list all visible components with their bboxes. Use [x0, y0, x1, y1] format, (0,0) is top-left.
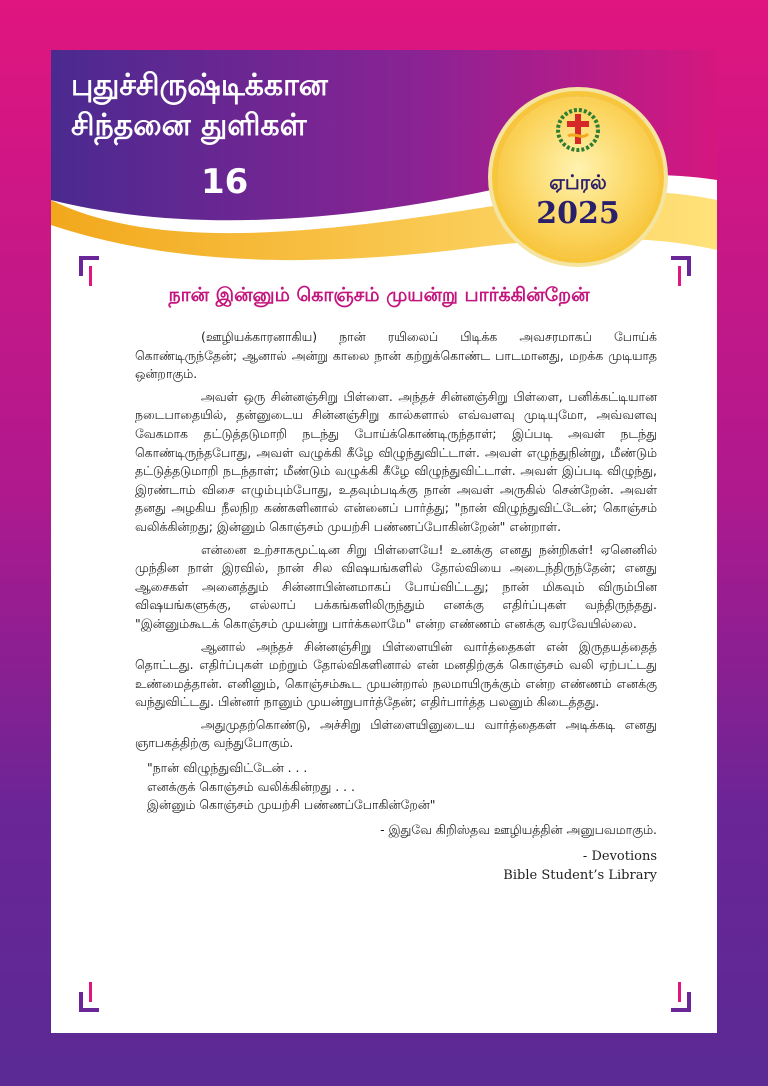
- badge-month: ஏப்ரல்: [549, 170, 607, 194]
- paragraph: ஆனால் அந்தச் சின்னஞ்சிறு பிள்ளையின் வார்த்தைகள் என் இருதயத்தைத் தொட்டது. எதிர்ப்புகள் மற்றும் தோல்விகளினால் என் மனதிற்குக் கொஞ்சம் வலி ஏற்பட்டது உண்மைத்தான். எனினும், கொஞ்சம்கூட முயன்றால் நலமாயிருக்கும் என்ற எண்ணம் எனக்கு வந்துவிட்டது. பின்னர் நானும் முயன்றுபார்த்தேன்; எதிர்பார்த்த பலனும் கிடைத்தது.: [135, 638, 657, 710]
- series-title-line2: சிந்தனை துளிகள்: [71, 108, 307, 143]
- paragraph: என்னை உற்சாகமூட்டின சிறு பிள்ளையே! உனக்கு எனது நன்றிகள்! ஏனெனில் முந்தின நாள் இரவில், நான் சில விஷயங்களில் தோல்வியை அடைந்திருந்தேன்; எனது ஆசைகள் அனைத்தும் சின்னாபின்னமாகப் போய்விட்டது; நான் மிகவும் விரும்பின விஷயங்களுக்கு, எல்லாப் பக்கங்களிலிருந்தும் எனக்கு எதிர்ப்புகள் வந்திருந்தது. "இன்னும்கூடக் கொஞ்சம் முயன்று பார்க்கலாமே" என்ற எண்ணம் எனக்கு வரவேயில்லை.: [135, 541, 657, 631]
- quote-line: இன்னும் கொஞ்சம் முயற்சி பண்ணப்போகின்றேன்": [147, 797, 436, 813]
- article-body: [135, 328, 657, 885]
- signoff: - இதுவே கிறிஸ்தவ ஊழியத்தின் அனுபவமாகும்.: [380, 821, 657, 837]
- paragraph: (ஊழியக்காரனாகிய) நான் ரயிலைப் பிடிக்க அவசரமாகப் போய்க் கொண்டிருந்தேன்; ஆனால் அன்று காலை நான் கற்றுக்கொண்ட பாடமானது, மறக்க முடியாத ஒன்றாகும்.: [135, 329, 657, 382]
- frame-accent-bar: [89, 266, 92, 286]
- quote-block: [147, 759, 657, 815]
- article-frame: [79, 256, 691, 1012]
- article-title: நான் இன்னும் கொஞ்சம் முயன்று பார்க்கின்றேன்: [168, 284, 590, 306]
- quote-line: "நான் விழுந்துவிட்டேன் . . .: [147, 760, 308, 776]
- cross-wreath-emblem-icon: [554, 106, 602, 154]
- source-credit: [135, 847, 657, 885]
- frame-accent-bar: [89, 982, 92, 1002]
- frame-accent-bar: [678, 266, 681, 286]
- frame-corner: [671, 256, 691, 276]
- paragraph: அவள் ஒரு சின்னஞ்சிறு பிள்ளை. அந்தச் சின்னஞ்சிறு பிள்ளை, பனிக்கட்டியான நடைபாதையில், தன்னுடைய சின்னஞ்சிறு கால்களால் எவ்வளவு முடியுமோ, அவ்வளவு வேகமாக தட்டுத்தடுமாறி நடந்து போய்க்கொண்டிருந்தாள்; இப்படி அவள் நடந்து கொண்டிருந்தபோது, அவள் வழுக்கி கீழே விழுந்துவிட்டாள். அவள் எழுந்துநின்று, மீண்டும் தட்டுத்தடுமாறி நடந்தாள்; மீண்டும் வழுக்கி கீழே விழுந்துவிட்டாள். அவள் இப்படி விழுந்து, இரண்டாம் விசை எழும்பும்போது, உதவும்படிக்கு நான் அவள் அருகில் சென்றேன். அவள் தனது அழகிய நீலநிற கண்களினால் என்னைப் பார்த்து; "நான் விழுந்துவிட்டேன்; கொஞ்சம் வலிக்கின்றது; இன்னும் கொஞ்சம் முயற்சி பண்ணப்போகின்றேன்" என்றாள்.: [135, 388, 657, 534]
- issue-number: 16: [201, 162, 249, 202]
- devotional-page: [51, 50, 717, 1033]
- series-title: [71, 66, 401, 146]
- credit-line: Bible Student’s Library: [503, 868, 657, 884]
- paragraph: அதுமுதற்கொண்டு, அச்சிறு பிள்ளையினுடைய வார்த்தைகள் அடிக்கடி எனது ஞாபகத்திற்கு வந்துபோகும்.: [135, 716, 657, 751]
- series-title-line1: புதுச்சிருஷ்டிக்கான: [71, 68, 328, 103]
- credit-line: - Devotions: [582, 849, 657, 865]
- frame-accent-bar: [678, 982, 681, 1002]
- date-badge: [497, 96, 659, 258]
- frame-corner: [671, 992, 691, 1012]
- badge-year: 2025: [536, 196, 620, 231]
- quote-line: எனக்குக் கொஞ்சம் வலிக்கின்றது . . .: [147, 778, 355, 794]
